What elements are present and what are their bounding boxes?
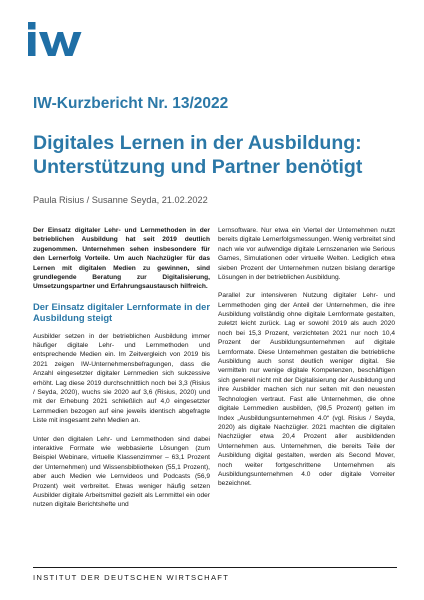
left-column: [33, 226, 210, 519]
footer-divider: [33, 567, 397, 568]
right-column: [218, 226, 395, 498]
body-paragraph: Parallel zur intensiveren Nutzung digitaler Lehr- und Lernmethoden ging der Anteil der Unternehmen, die ihre Ausbildung vollständig ohne digitale Lernformate gestalten, zuletzt leicht zurück. Lag er sowohl 2019 als auch 2020 noch bei 15,3 Prozent, verzichteten 2021 nur noch 10,4 Prozent der Ausbildungsunternehmen auf digitale Lernformate. Diese Unternehmen gestalten die betriebliche Ausbildung auch sonst deutlich weniger digital. Sie vermitteln nur wenige digitale Kompetenzen, beschäftigen sich generell nicht mit der Digitalisierung der Ausbildung und ihre Ausbilder machen sich nur selten mit den neuesten Technologien vertraut. Fast alle Unternehmen, die ohne digitale Lernmedien ausbilden, (98,5 Prozent) gelten im Index „Ausbildungsunternehmen 4.0“ (vgl. Risius / Seyda, 2020) als digitale Nachzügler. 2021 machten die digitalen Nachzügler etwa 20,4 Prozent aller ausbildenden Unternehmen aus. Unternehmen, die bereits Teile der Ausbildung digital gestalten, werden als Second Mover, noch weiter fortgeschrittene Unternehmen als Ausbildungsunternehmen 4.0 oder digitale Vorreiter bezeichnet.: [218, 292, 395, 488]
logo-text: IW: [27, 20, 29, 21]
report-series-number: IW-Kurzbericht Nr. 13/2022: [33, 95, 229, 112]
footer-institute: INSTITUT DER DEUTSCHEN WIRTSCHAFT: [33, 573, 230, 582]
report-title: [33, 131, 403, 179]
title-line-1: Digitales Lernen in der Ausbildung:: [33, 132, 362, 154]
body-paragraph: Ausbilder setzen in der betrieblichen Ausbildung immer häufiger digitale Lehr- und Lernmethoden und entsprechende Medien ein. Im Zeitvergleich von 2019 bis 2021 zeigen IW-Unternehmensbefragungen, dass die Anzahl eingesetzter digitaler Lernmedien sich sukzessive erhöht. Lag diese 2019 durchschnittlich noch bei 3,3 (Risius / Seyda, 2020), wuchs sie 2020 auf 3,6 (Risius, 2020) und mit der Erhebung 2021 schließlich auf 4,0 eingesetzter Lernmedien bezogen auf eine jeweils identisch abgefragte Liste mit insgesamt zehn Medien an.: [33, 332, 210, 425]
body-paragraph: Lernsoftware. Nur etwa ein Viertel der Unternehmen nutzt bereits digitale Lernerfolgsmessungen. Wenig verbreitet sind nach wie vor aufwendige digitale Lernszenarien wie Serious Games, Simulationen oder virtuelle Welten. Lediglich etwa sieben Prozent der Unternehmen nutzen bislang derartige Lösungen in der betrieblichen Ausbildung.: [218, 227, 395, 282]
lead-paragraph: Der Einsatz digitaler Lehr- und Lernmethoden in der betrieblichen Ausbildung hat seit 2019 deutlich zugenommen. Unternehmen sehen insbesondere für den Lernerfolg Vorteile. Um auch Nachzügler für das Lernen mit digitalen Medien zu gewinnen, sind grundlegende Beratung zur Digitalisierung, Umsetzungspartner und Erfahrungsaustausch hilfreich.: [33, 227, 210, 291]
title-line-2: Unterstützung und Partner benötigt: [33, 156, 363, 178]
section-heading: Der Einsatz digitaler Lernformate in der Ausbildung steigt: [33, 300, 210, 324]
body-paragraph: Unter den digitalen Lehr- und Lernmethoden sind dabei interaktive Formate wie webbasierte Lösungen (zum Beispiel Webinare, virtuelle Klassenzimmer – 63,1 Prozent der Unternehmen) und Wissensbibliotheken (55,1 Prozent), aber auch Medien wie Lernvideos und Podcasts (56,9 Prozent) weit verbreitet. Etwas weniger häufig setzen Ausbilder digitale Arbeitsmittel gezielt als Lernmittel ein oder nutzen digitale Berichtshefte und: [33, 435, 210, 509]
iw-logo: [27, 20, 87, 58]
authors-date: Paula Risius / Susanne Seyda, 21.02.2022: [33, 195, 208, 205]
